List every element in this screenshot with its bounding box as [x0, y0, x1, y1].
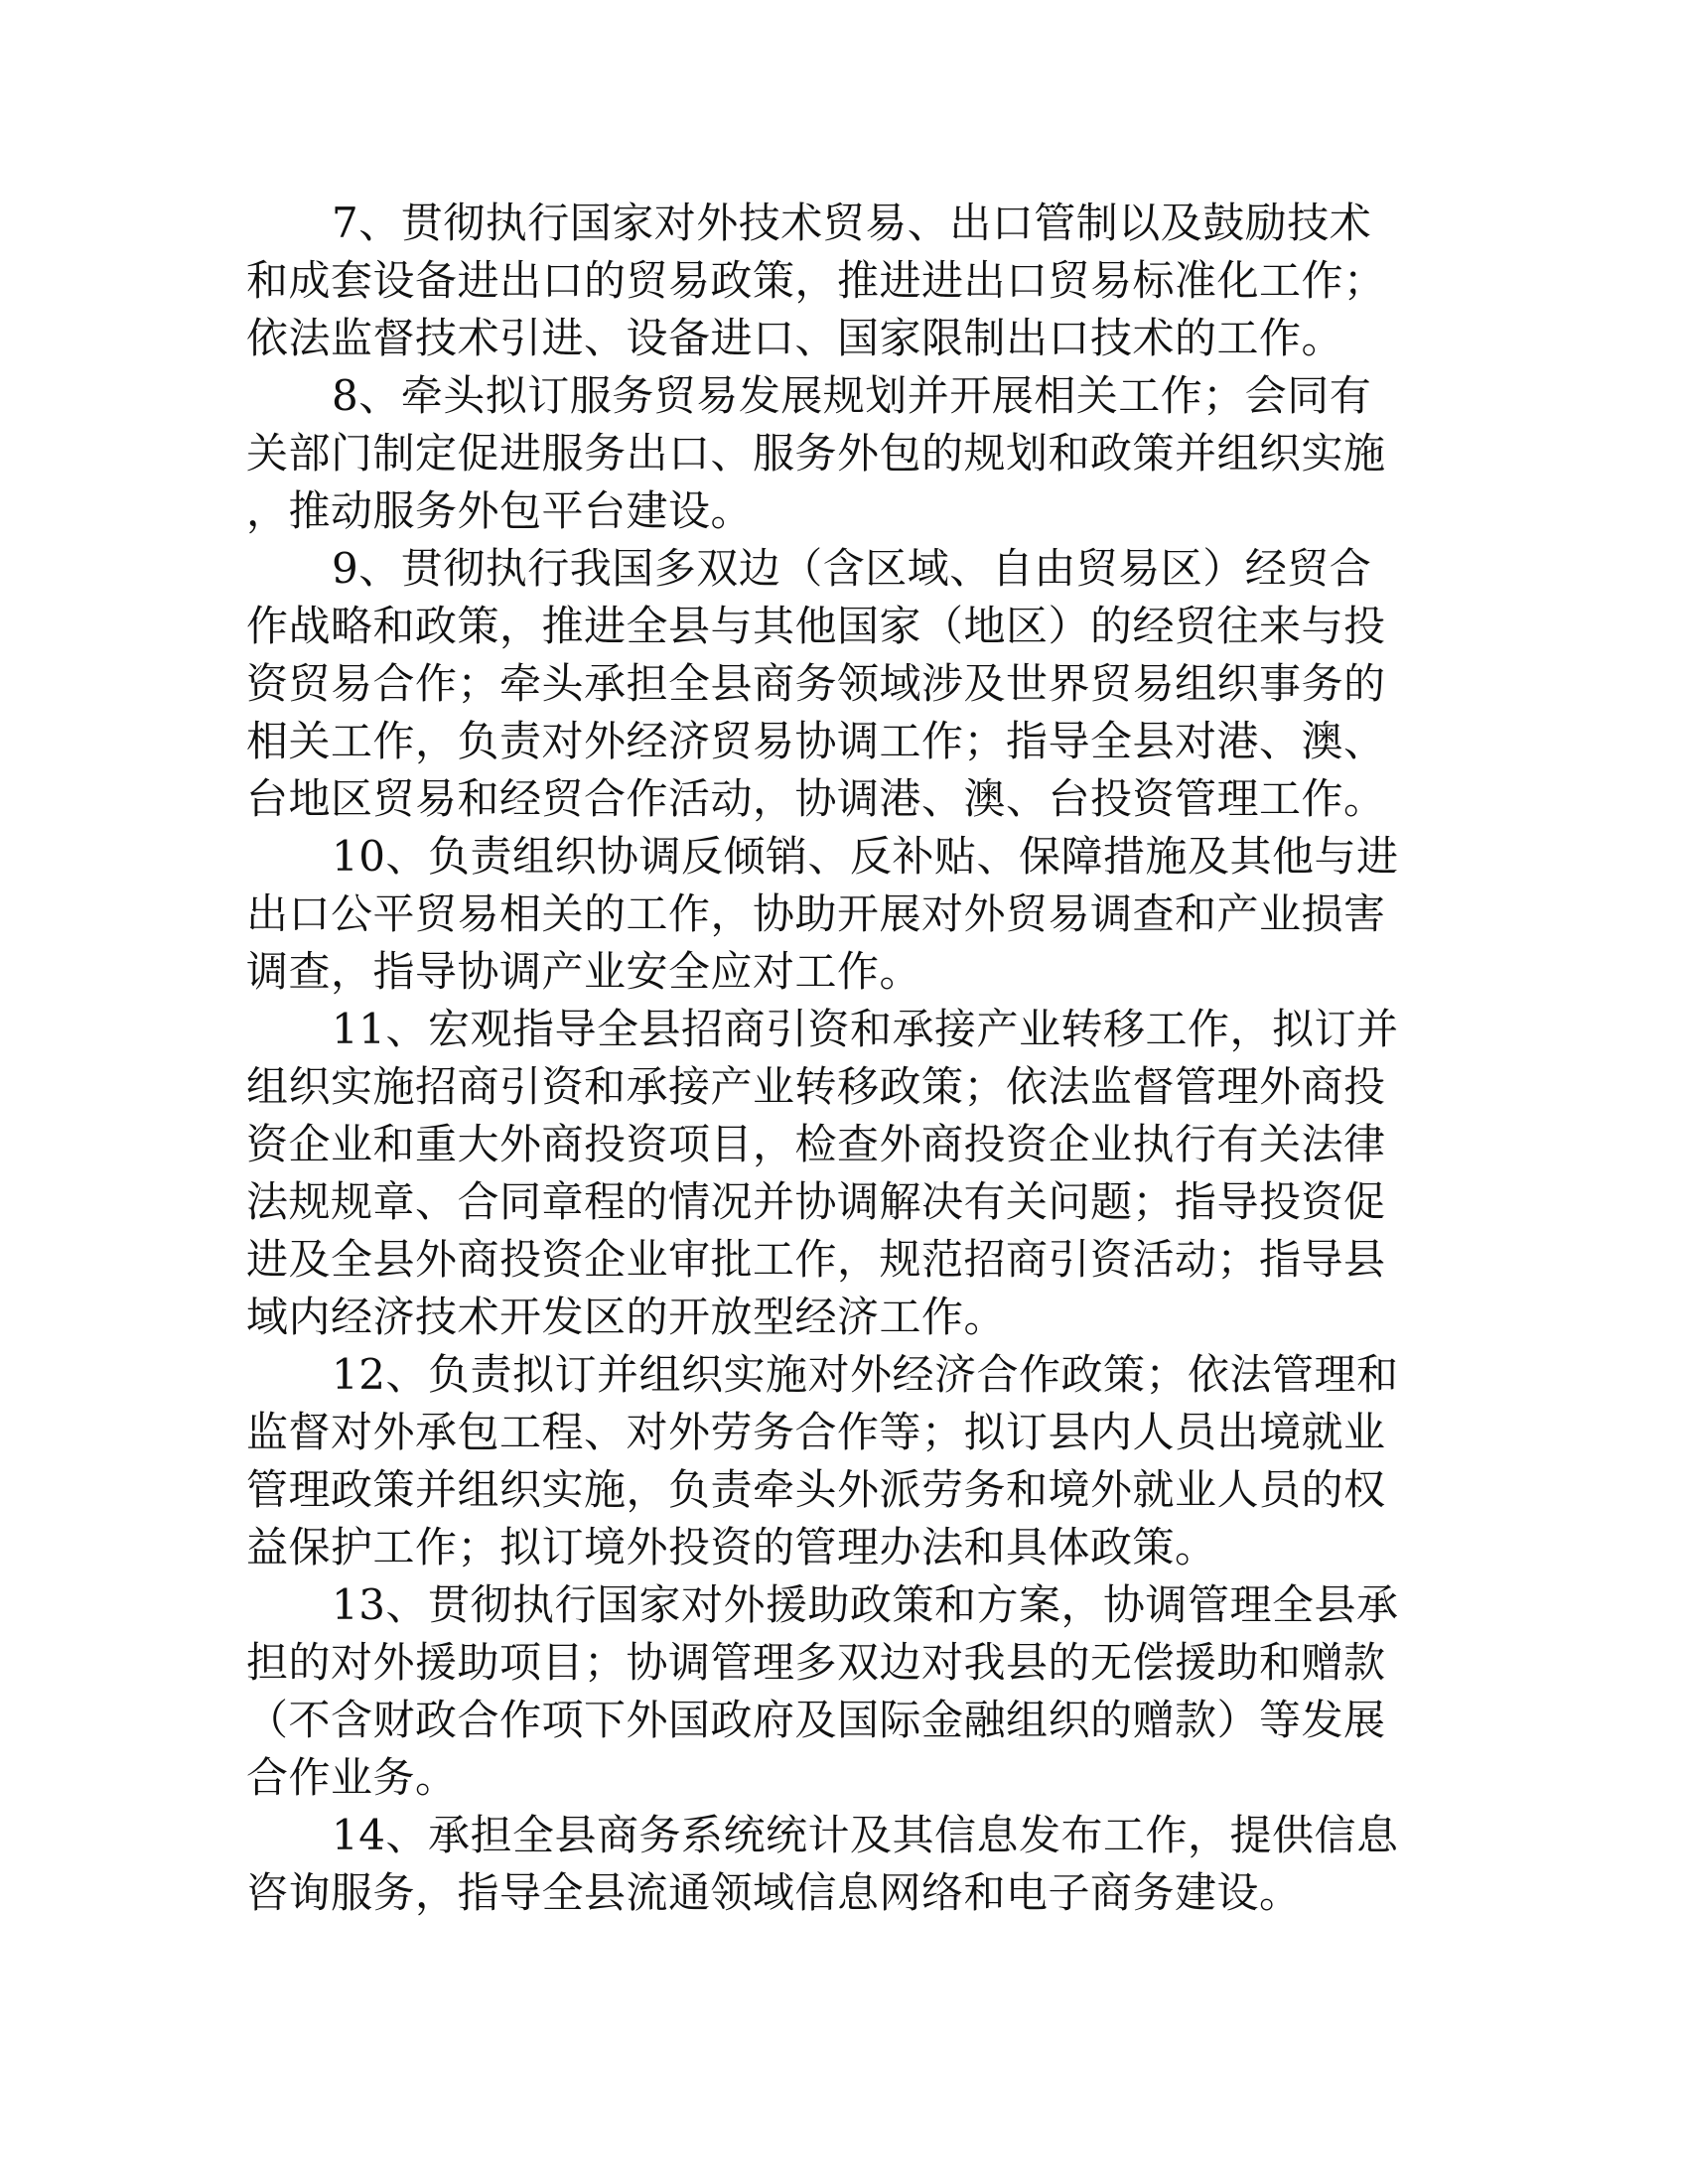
document-page	[246, 195, 1438, 1922]
paragraph-line: 合作业务。	[246, 1753, 458, 1802]
paragraph-line: 域内经济技术开发区的开放型经济工作。	[246, 1293, 1007, 1341]
paragraph-line: 监督对外承包工程、对外劳务合作等；拟订县内人员出境就业	[246, 1408, 1386, 1456]
paragraph-line: 9、贯彻执行我国多双边（含区域、自由贸易区）经贸合	[332, 544, 1372, 593]
paragraph-line: ，推动服务外包平台建设。	[246, 486, 754, 535]
paragraph-line: 关部门制定促进服务出口、服务外包的规划和政策并组织实施	[246, 429, 1386, 478]
paragraph-line: 法规规章、合同章程的情况并协调解决有关问题；指导投资促	[246, 1177, 1386, 1226]
paragraph-line: 11、宏观指导全县招商引资和承接产业转移工作，拟订并	[332, 1005, 1399, 1053]
paragraph-line: 台地区贸易和经贸合作活动，协调港、澳、台投资管理工作。	[246, 774, 1386, 823]
paragraph-line: 12、负责拟订并组织实施对外经济合作政策；依法管理和	[332, 1350, 1399, 1399]
paragraph-line: 7、贯彻执行国家对外技术贸易、出口管制以及鼓励技术	[332, 199, 1372, 247]
paragraph-line: 资贸易合作；牵头承担全县商务领域涉及世界贸易组织事务的	[246, 659, 1386, 708]
paragraph-item-10	[246, 828, 1438, 1001]
paragraph-item-14	[246, 1807, 1438, 1922]
paragraph-item-13	[246, 1576, 1438, 1807]
paragraph-line: 出口公平贸易相关的工作，协助开展对外贸易调查和产业损害	[246, 889, 1386, 938]
paragraph-line: 8、牵头拟订服务贸易发展规划并开展相关工作；会同有	[332, 371, 1372, 420]
paragraph-item-8	[246, 367, 1438, 540]
paragraph-line: 10、负责组织协调反倾销、反补贴、保障措施及其他与进	[332, 832, 1399, 881]
paragraph-line: 益保护工作；拟订境外投资的管理办法和具体政策。	[246, 1523, 1217, 1571]
paragraph-item-9	[246, 540, 1438, 828]
paragraph-line: 管理政策并组织实施，负责牵头外派劳务和境外就业人员的权	[246, 1465, 1386, 1514]
paragraph-line: 担的对外援助项目；协调管理多双边对我县的无偿援助和赠款	[246, 1638, 1386, 1687]
paragraph-line: 相关工作，负责对外经济贸易协调工作；指导全县对港、澳、	[246, 717, 1386, 765]
paragraph-line: 依法监督技术引进、设备进口、国家限制出口技术的工作。	[246, 314, 1344, 362]
paragraph-line: 作战略和政策，推进全县与其他国家（地区）的经贸往来与投	[246, 602, 1386, 650]
paragraph-line: 组织实施招商引资和承接产业转移政策；依法监督管理外商投	[246, 1062, 1386, 1111]
paragraph-line: （不含财政合作项下外国政府及国际金融组织的赠款）等发展	[246, 1696, 1386, 1744]
paragraph-line: 14、承担全县商务系统统计及其信息发布工作，提供信息	[332, 1811, 1399, 1859]
paragraph-line: 进及全县外商投资企业审批工作，规范招商引资活动；指导县	[246, 1235, 1386, 1284]
paragraph-line: 13、贯彻执行国家对外援助政策和方案，协调管理全县承	[332, 1580, 1399, 1629]
paragraph-item-12	[246, 1346, 1438, 1576]
paragraph-item-11	[246, 1001, 1438, 1346]
paragraph-line: 资企业和重大外商投资项目，检查外商投资企业执行有关法律	[246, 1120, 1386, 1168]
paragraph-item-7	[246, 195, 1438, 367]
paragraph-line: 调查，指导协调产业安全应对工作。	[246, 947, 922, 996]
paragraph-line: 和成套设备进出口的贸易政策，推进进出口贸易标准化工作；	[246, 256, 1386, 305]
paragraph-line: 咨询服务，指导全县流通领域信息网络和电子商务建设。	[246, 1868, 1302, 1917]
